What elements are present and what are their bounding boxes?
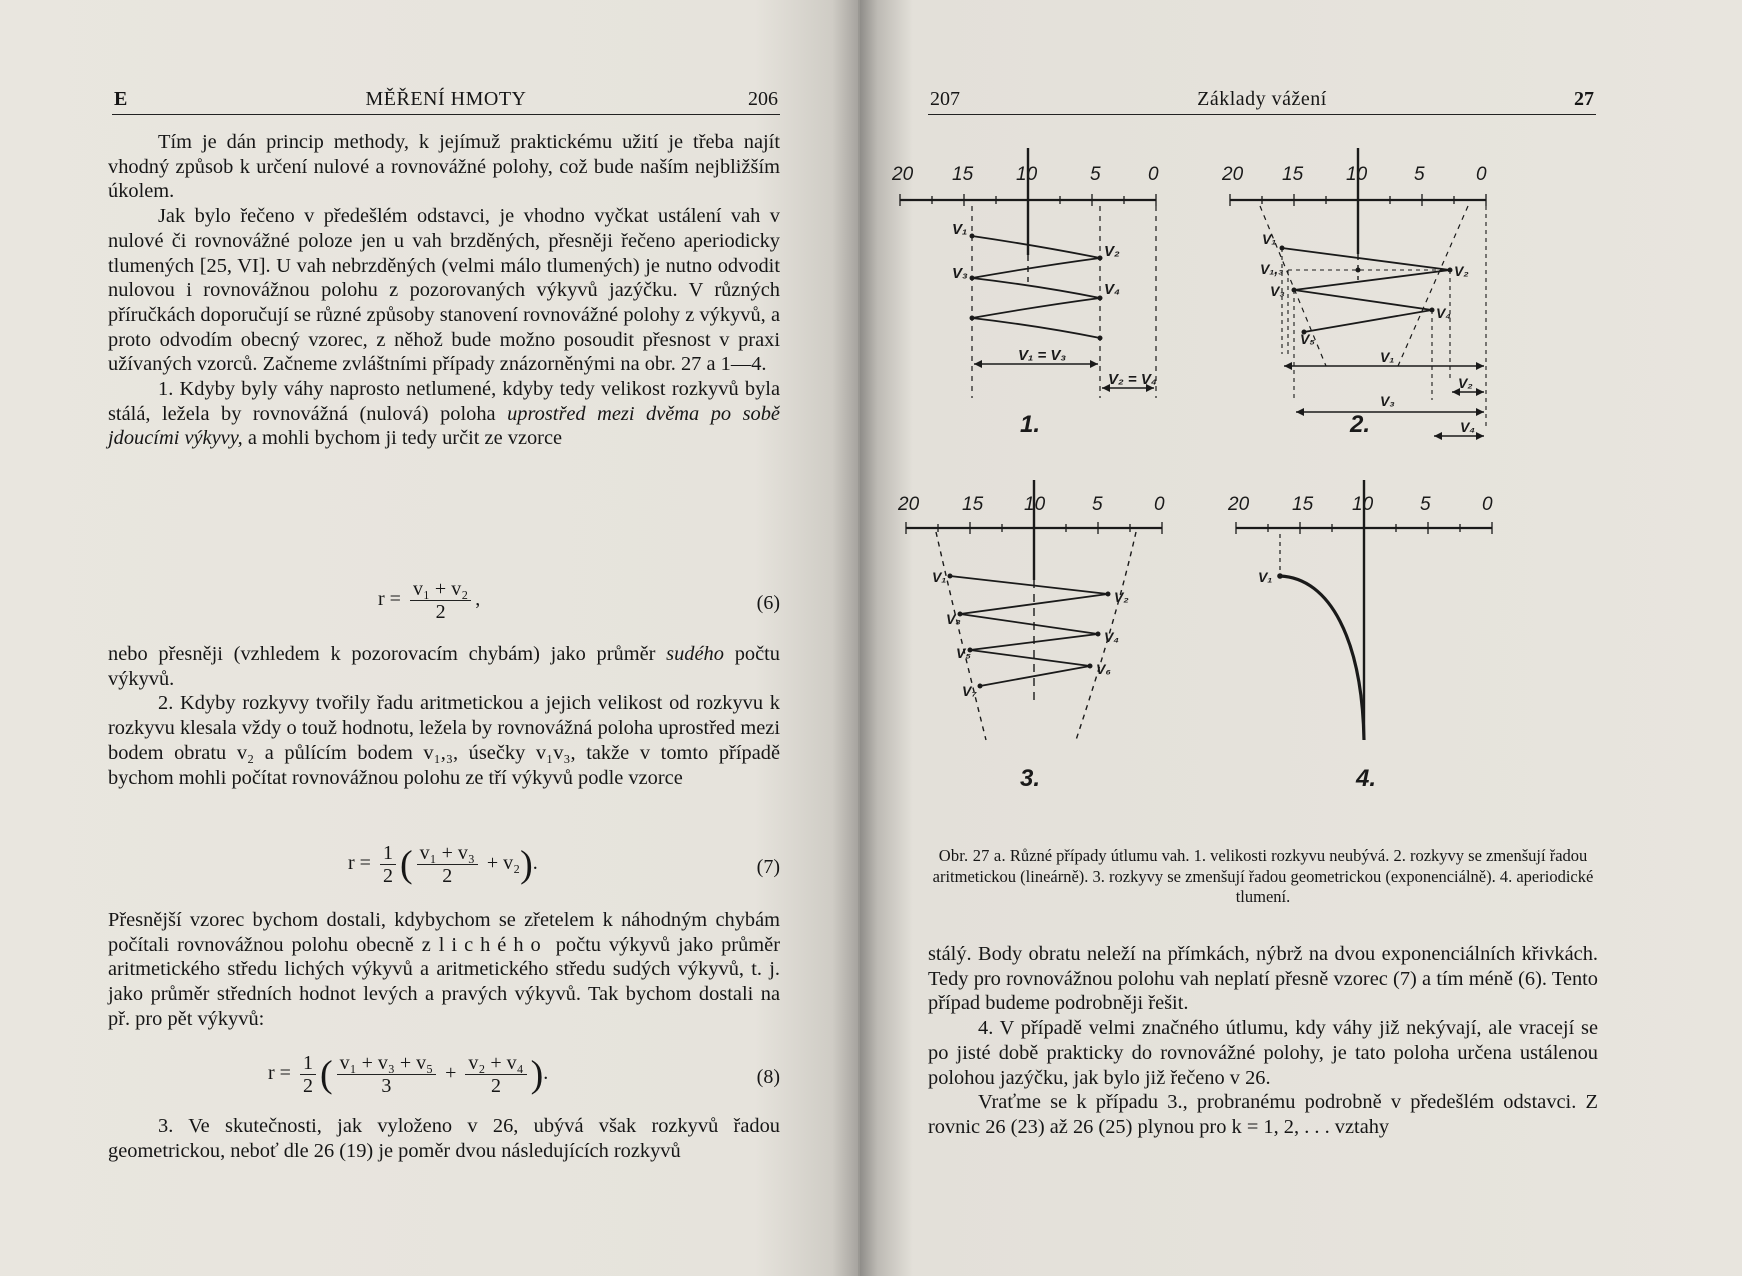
svg-text:V₄: V₄ [1104, 629, 1119, 645]
left-text-block-3 [108, 908, 780, 1032]
equation-number: (8) [756, 1066, 780, 1088]
chapter-title: Základy vážení [1197, 88, 1327, 110]
svg-text:V₂: V₂ [1104, 243, 1120, 260]
svg-text:V₁,₃: V₁,₃ [1260, 261, 1284, 277]
chapter-title: MĚŘENÍ HMOTY [365, 88, 527, 110]
svg-text:V₃: V₃ [946, 611, 961, 627]
scale-tick-label: 0 [1476, 164, 1487, 185]
equation-8: r = $\frac{1}{2}$ ( $\frac{\text{v₁ + v₃ + v₅}}{3}$ + $\frac{\text{v₂ + v₄}}{2}$ ). (8) [268, 1052, 780, 1097]
scale-tick-label: 20 [898, 494, 920, 515]
paragraph: 4. V případě velmi značného útlumu, kdy váhy již nekývají, ale vracejí se po jisté době prakticky do rovnovážné polohy, je tato poloha určena ustálenou polohou jazýčku, jak bylo již řečeno v 26. [928, 1017, 1598, 1089]
section-number: 27 [1574, 88, 1594, 110]
paragraph: Přesnější vzorec bychom dostali, kdybychom se zřetelem k náhodným chybám počítali rovnovážnou polohu obecně z lichého počtu výkyvů jako průměr aritmetického středu lichých výkyvů a aritmetického středu sudých výkyvů, t. j. jako průměr středních hodnot levých a pravých výkyvů. Tak bychom dostali na př. pro pět výkyvů: [108, 909, 780, 1030]
svg-text:V₄: V₄ [1104, 281, 1121, 298]
paragraph: Jak bylo řečeno v předešlém odstavci, je vhodno vyčkat ustálení vah v nulové či rovnovážné poloze jen u vah brzděných, přesněji řečeno aperiodicky tlumených [25, VI]. U vah nebrzděných (velmi málo tlumených) je nutno odvodit nulovou i rovnovážnou polohu z pozorovaných výkyvů jazýčku. V různých příručkách doporučují se různé způsoby stanovení rovnovážné polohy z výkyvů, a proto odvodím obecný vzorec, z něhož bude možno posoudit přesnost v praxi užívaných vzorců. Začneme zvláštními případy znázorněnými na obr. 27 a 1—4. [108, 205, 780, 376]
scale-tick-label: 15 [1292, 494, 1314, 515]
svg-text:V₅: V₅ [956, 645, 971, 661]
left-text-block-2 [108, 642, 780, 790]
paragraph: Vraťme se k případu 3., probranému podrobně v předešlém odstavci. Z rovnic 26 (23) až 26 (25) plynou pro k = 1, 2, . . . vztahy [928, 1091, 1598, 1138]
scale-tick-label: 0 [1154, 494, 1165, 515]
svg-text:V₁: V₁ [1262, 231, 1277, 247]
paragraph: nebo přesněji (vzhledem k pozorovacím chybám) jako průměr sudého počtu výkyvů. [108, 643, 780, 690]
scale-tick-label: 0 [1482, 494, 1493, 515]
scale-tick-label: 15 [1282, 164, 1304, 185]
panel-label: 2. [1350, 411, 1371, 438]
scale-tick-label: 20 [892, 164, 914, 185]
svg-text:V₁: V₁ [1258, 569, 1273, 585]
page-number-right: 207 [930, 88, 960, 110]
left-running-header [112, 88, 780, 115]
scale-tick-label: 5 [1420, 494, 1431, 515]
svg-text:V₂ = V₄: V₂ = V₄ [1108, 371, 1157, 388]
damping-figure [892, 130, 1730, 850]
panel-1 [891, 148, 1159, 438]
panel-label: 1. [1020, 411, 1041, 438]
figure-caption: Obr. 27 a. Různé případy útlumu vah. 1. velikosti rozkyvu neubývá. 2. rozkyvy se zmenšují řadou aritmetickou (lineárně). 3. rozkyvy se zmenšují řadou geometrickou (exponenciálně). 4. aperiodické tlumení. [932, 846, 1594, 906]
svg-text:V₂: V₂ [1114, 589, 1129, 605]
section-letter: E [114, 88, 128, 110]
left-text-block-4 [108, 1114, 780, 1163]
svg-text:V₂: V₂ [1454, 263, 1469, 279]
panel-label: 3. [1020, 765, 1041, 792]
svg-text:V₅: V₅ [1300, 331, 1315, 347]
svg-text:V₇: V₇ [962, 683, 977, 699]
paragraph: 3. Ve skutečnosti, jak vyloženo v 26, ubývá však rozkyvů řadou geometrickou, neboť dle 26 (19) je poměr dvou následujících rozkyvů [108, 1115, 780, 1162]
oscillation-curve [972, 236, 1100, 338]
left-text-block-1 [108, 130, 780, 451]
panel-4 [1227, 480, 1493, 792]
paragraph: stálý. Body obratu neleží na přímkách, nýbrž na dvou exponenciálních křivkách. Tedy pro rovnovážnou polohu vah neplatí přesně vzorec (7) a tím méně (6). Tento případ budeme podrobněji řešit. [928, 943, 1598, 1015]
scale-tick-label: 15 [952, 164, 974, 185]
scale-tick-label: 10 [1352, 494, 1374, 515]
svg-text:V₁: V₁ [932, 569, 947, 585]
scale-tick-label: 20 [1228, 494, 1250, 515]
equation-number: (7) [756, 856, 780, 878]
scale-tick-label: 5 [1414, 164, 1425, 185]
panel-label: 4. [1356, 765, 1377, 792]
svg-text:V₃: V₃ [1380, 393, 1395, 409]
scale-tick-label: 15 [962, 494, 984, 515]
page-number-left: 206 [748, 88, 778, 110]
scale-tick-label: 5 [1090, 164, 1101, 185]
svg-text:V₂: V₂ [1458, 375, 1473, 391]
right-page [860, 0, 1742, 1276]
scale-tick-label: 0 [1148, 164, 1159, 185]
oscillation-curve [950, 576, 1108, 686]
right-running-header [928, 88, 1596, 115]
scale-tick-label: 20 [1222, 164, 1244, 185]
paragraph: 1. Kdyby byly váhy naprosto netlumené, kdyby tedy velikost rozkyvů byla stálá, ležela by rovnovážná (nulová) poloha uprostřed mezi dvěma po sobě jdoucími výkyvy, a mohli bychom ji tedy určit ze vzorce [108, 378, 780, 450]
svg-text:V₆: V₆ [1096, 661, 1111, 677]
equation-6: r = $\frac{\text{v₁ + v₂}}{2}$ , (6) [378, 578, 780, 623]
left-page [0, 0, 858, 1276]
scale-tick-label: 5 [1092, 494, 1103, 515]
paragraph: 2. Kdyby rozkyvy tvořily řadu aritmetickou a jejich velikost od rozkyvu k rozkyvu klesala vždy o touž hodnotu, ležela by rovnovážná poloha uprostřed mezi bodem obratu v₂ a půlícím bodem v₁,₃, úsečky v₁v₃, takže v tomto případě bychom mohli počítat rovnovážnou polohu ze tří výkyvů podle vzorce [108, 692, 780, 789]
right-text-block [928, 942, 1598, 1140]
svg-text:V₄: V₄ [1436, 305, 1451, 321]
svg-text:V₁ = V₃: V₁ = V₃ [1018, 347, 1067, 364]
aperiodic-curve [1280, 576, 1364, 740]
svg-text:V₃: V₃ [1270, 283, 1285, 299]
panel-3 [897, 480, 1165, 792]
paragraph: Tím je dán princip methody, k jejímuž praktickému užití je třeba najít vhodný způsob k určení nulové a rovnovážné polohy, což bude naším nejbližším úkolem. [108, 131, 780, 203]
scale-tick-label: 10 [1346, 164, 1368, 185]
svg-text:V₃: V₃ [952, 265, 968, 282]
equation-7: r = $\frac{1}{2}$ ( $\frac{\text{v₁ + v₃}}{2}$ + v₂). (7) [348, 842, 780, 887]
panel-2 [1221, 148, 1487, 440]
svg-text:V₄: V₄ [1460, 419, 1475, 435]
equation-number: (6) [756, 592, 780, 614]
svg-text:V₁: V₁ [1380, 349, 1395, 365]
scale-tick-label: 10 [1024, 494, 1046, 515]
svg-text:V₁: V₁ [952, 221, 968, 238]
scale-tick-label: 10 [1016, 164, 1038, 185]
